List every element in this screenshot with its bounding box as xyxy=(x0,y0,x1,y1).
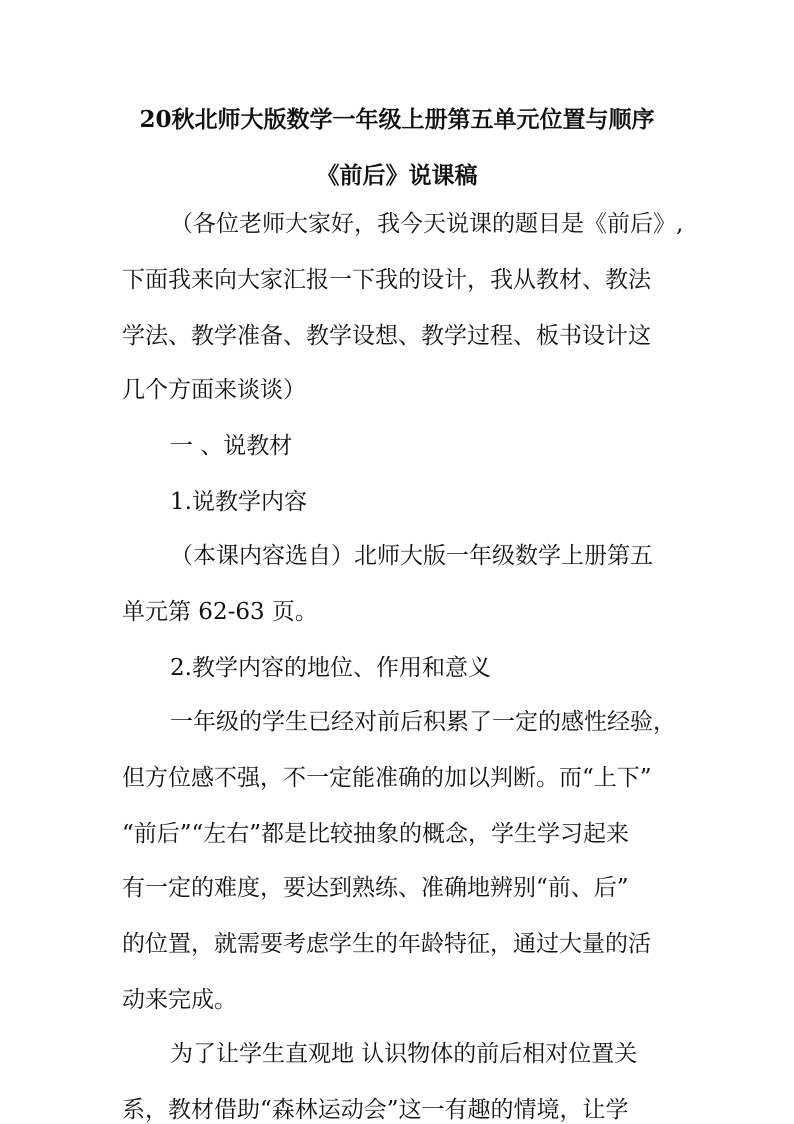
body-line-10: 有一定的难度，要达到熟练、准确地辨别“前、后” xyxy=(122,875,629,901)
document-title-line-2: 《前后》说课稿 xyxy=(316,162,478,189)
subheading-1: 1.说教学内容 xyxy=(170,489,307,515)
body-line-2: 下面我来向大家汇报一下我的设计，我从教材、教法 xyxy=(122,267,651,293)
body-line-3: 学法、教学准备、教学设想、教学过程、板书设计这 xyxy=(122,323,651,349)
body-line-6: 单元第 62-63 页。 xyxy=(122,599,318,625)
body-line-9: “前后”“左右”都是比较抽象的概念，学生学习起来 xyxy=(122,821,630,847)
body-line-1: （各位老师大家好，我今天说课的题目是《前后》, xyxy=(170,211,684,237)
body-line-4: 几个方面来谈谈） xyxy=(122,377,306,403)
body-line-12: 动来完成。 xyxy=(122,987,237,1013)
subheading-2: 2.教学内容的地位、作用和意义 xyxy=(170,655,491,681)
body-line-11: 的位置，就需要考虑学生的年龄特征，通过大量的活 xyxy=(122,931,651,957)
body-line-5: （本课内容选自）北师大版一年级数学上册第五 xyxy=(170,543,653,569)
body-line-14: 系，教材借助“森林运动会”这一有趣的情境，让学 xyxy=(122,1097,629,1123)
section-heading-1: 一 、说教材 xyxy=(170,433,293,459)
body-line-13: 为了让学生直观地 认识物体的前后相对位置关 xyxy=(170,1041,638,1067)
body-line-7: 一年级的学生已经对前后积累了一定的感性经验， xyxy=(170,709,676,735)
document-title-line-1: 20秋北师大版数学一年级上册第五单元位置与顺序 xyxy=(139,106,655,133)
body-line-8: 但方位感不强，不一定能准确的加以判断。而“上下” xyxy=(122,765,652,791)
